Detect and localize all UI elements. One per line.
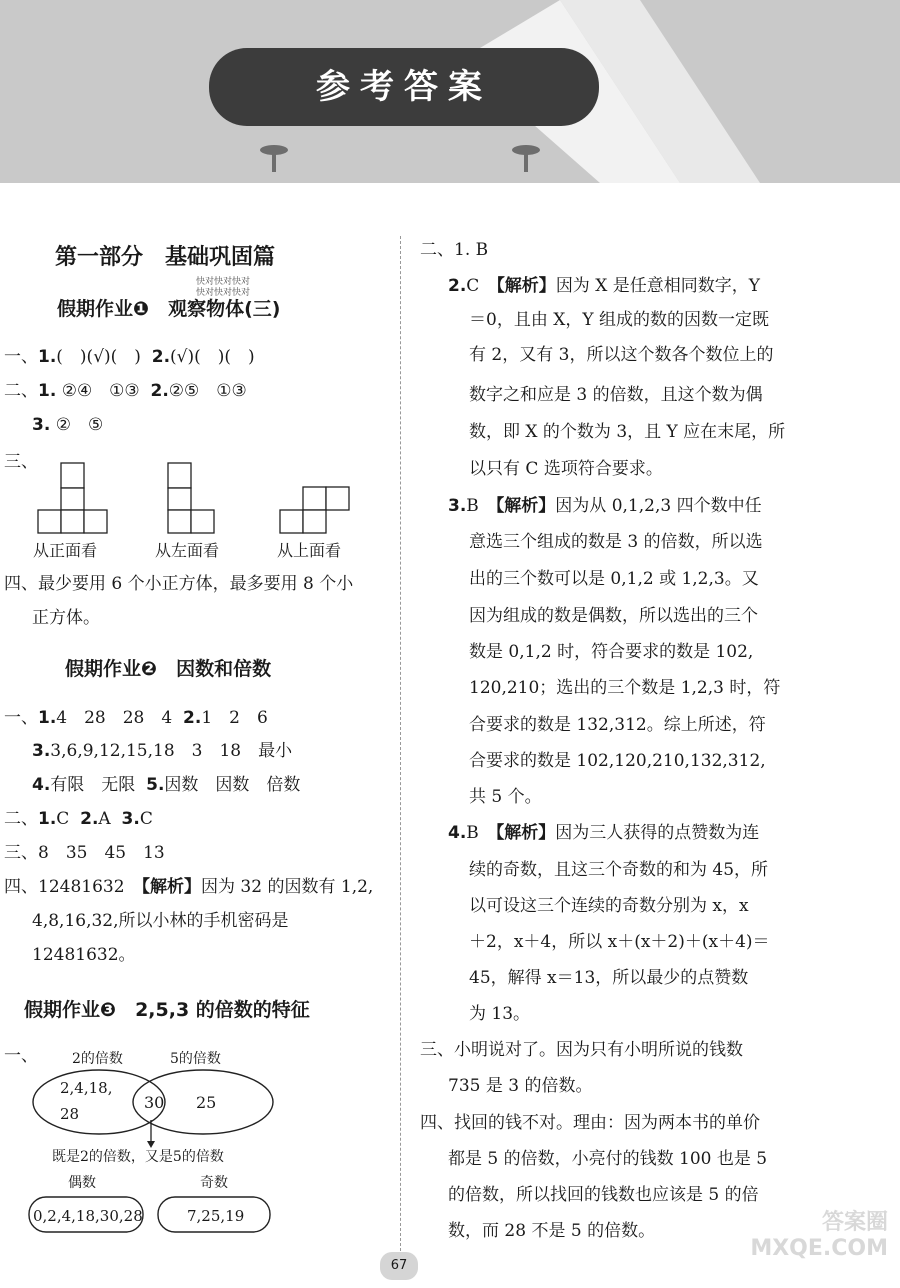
answer-line: 出的三个数可以是 0,1,2 或 1,2,3。又 (469, 569, 759, 589)
homework-2-title: 假期作业❷ 因数和倍数 (65, 658, 272, 680)
homework-1-title: 假期作业❶ 观察物体(三) (57, 298, 281, 320)
stamp-line: 快对快对快对 (196, 277, 251, 287)
answer-line: 2.C 【解析】因为 X 是任意相同数字，Y (448, 276, 760, 296)
answer-line: 12481632。 (32, 945, 136, 965)
column-divider (400, 236, 401, 1256)
answer-line: 735 是 3 的倍数。 (448, 1076, 593, 1096)
stamp-line: 快对快对快对 (196, 288, 251, 298)
watermark: 答案圈 MXQE.COM (750, 1210, 888, 1261)
view-caption: 从上面看 (277, 541, 342, 560)
answer-label: 三、 (4, 452, 38, 472)
answer-line: 数字之和应是 3 的倍数，且这个数为偶 (469, 385, 763, 405)
answer-line: 正方体。 (32, 608, 100, 628)
answer-line: 因为组成的数是偶数，所以选出的三个 (469, 606, 758, 626)
part-title: 第一部分 基础巩固篇 (55, 245, 276, 270)
answer-line: 二、1. B (420, 240, 489, 260)
answer-line: 一、1.( )(√)( ) 2.(√)( )( ) (4, 347, 255, 367)
answer-line: 四、最少要用 6 个小正方体，最多要用 8 个小 (4, 574, 354, 594)
answer-line: 数是 0,1,2 时，符合要求的数是 102, (469, 642, 754, 662)
answer-line: 4.B 【解析】因为三人获得的点赞数为连 (448, 823, 760, 843)
set-2-title: 2的倍数 (72, 1051, 123, 1067)
answer-line: 有 2，又有 3，所以这个数各个数位上的 (469, 345, 774, 365)
answer-line: 120,210；选出的三个数是 1,2,3 时，符 (469, 678, 781, 698)
even-title: 偶数 (68, 1175, 96, 1191)
page-title: 参考答案 (316, 67, 492, 107)
answer-line: 以只有 C 选项符合要求。 (469, 459, 663, 479)
view-caption: 从左面看 (155, 541, 220, 560)
answer-line: 4.有限 无限 5.因数 因数 倍数 (32, 775, 301, 795)
set-5-title: 5的倍数 (170, 1051, 221, 1067)
left-view-drawing (168, 463, 214, 533)
answer-line: 数，而 28 不是 5 的倍数。 (448, 1221, 656, 1241)
set-2-values: 28 (60, 1105, 80, 1123)
answer-line: ＝0，且由 X，Y 组成的数的因数一定既 (469, 310, 769, 330)
odd-title: 奇数 (200, 1175, 228, 1191)
answer-line: 二、1.C 2.A 3.C (4, 809, 153, 829)
even-values: 0,2,4,18,30,28 (33, 1207, 143, 1225)
homework-3-title: 假期作业❸ 2,5,3 的倍数的特征 (24, 999, 310, 1021)
answer-line: 共 5 个。 (469, 787, 542, 807)
answer-line: 数，即 X 的个数为 3，且 Y 应在末尾，所 (469, 422, 786, 442)
odd-values: 7,25,19 (187, 1207, 245, 1225)
answer-line: 续的奇数，且这三个奇数的和为 45，所 (469, 860, 769, 880)
answer-label: 一、 (4, 1046, 38, 1066)
answer-line: 意选三个组成的数是 3 的倍数，所以选 (469, 532, 763, 552)
set-5-values: 25 (196, 1093, 217, 1112)
answer-line: 四、12481632 【解析】因为 32 的因数有 1,2, (4, 877, 374, 897)
answer-line: 都是 5 的倍数，小亮付的钱数 100 也是 5 (448, 1149, 768, 1169)
answer-line: 的倍数，所以找回的钱数也应该是 5 的倍 (448, 1185, 759, 1205)
answer-line: 二、1. ②④ ①③ 2.②⑤ ①③ (4, 381, 247, 401)
answer-line: 合要求的数是 102,120,210,132,312, (469, 751, 766, 771)
front-view-drawing (38, 463, 107, 533)
answer-line: 3.3,6,9,12,15,18 3 18 最小 (32, 741, 293, 761)
answer-line: 合要求的数是 132,312。综上所述，符 (469, 715, 766, 735)
both-caption: 既是2的倍数，又是5的倍数 (52, 1149, 224, 1165)
answer-line: 为 13。 (469, 1004, 531, 1024)
header-band (0, 0, 900, 183)
overlap-values: 30 (144, 1093, 165, 1112)
title-banner (209, 48, 599, 126)
answer-line: 一、1.4 28 28 4 2.1 2 6 (4, 708, 268, 728)
view-caption: 从正面看 (33, 541, 98, 560)
answer-line: 以可设这三个连续的奇数分别为 x，x (469, 896, 749, 916)
answer-line: 三、小明说对了。因为只有小明所说的钱数 (420, 1040, 743, 1060)
answer-line: 3.B 【解析】因为从 0,1,2,3 四个数中任 (448, 496, 762, 516)
answer-line: 45，解得 x＝13，所以最少的点赞数 (469, 968, 749, 988)
view-drawings (0, 455, 400, 537)
top-view-drawing (280, 487, 349, 533)
answer-line: 三、8 35 45 13 (4, 843, 165, 863)
answer-line: 4,8,16,32,所以小林的手机密码是 (32, 911, 289, 931)
answer-line: ＋2，x＋4，所以 x＋(x＋2)＋(x＋4)＝ (469, 932, 770, 952)
set-2-values: 2,4,18, (60, 1079, 113, 1097)
palm-tree-icon (260, 145, 540, 172)
page-number: 67 (380, 1252, 418, 1280)
answer-line: 3. ② ⑤ (32, 415, 104, 435)
answer-line: 四、找回的钱不对。理由：因为两本书的单价 (420, 1113, 760, 1133)
